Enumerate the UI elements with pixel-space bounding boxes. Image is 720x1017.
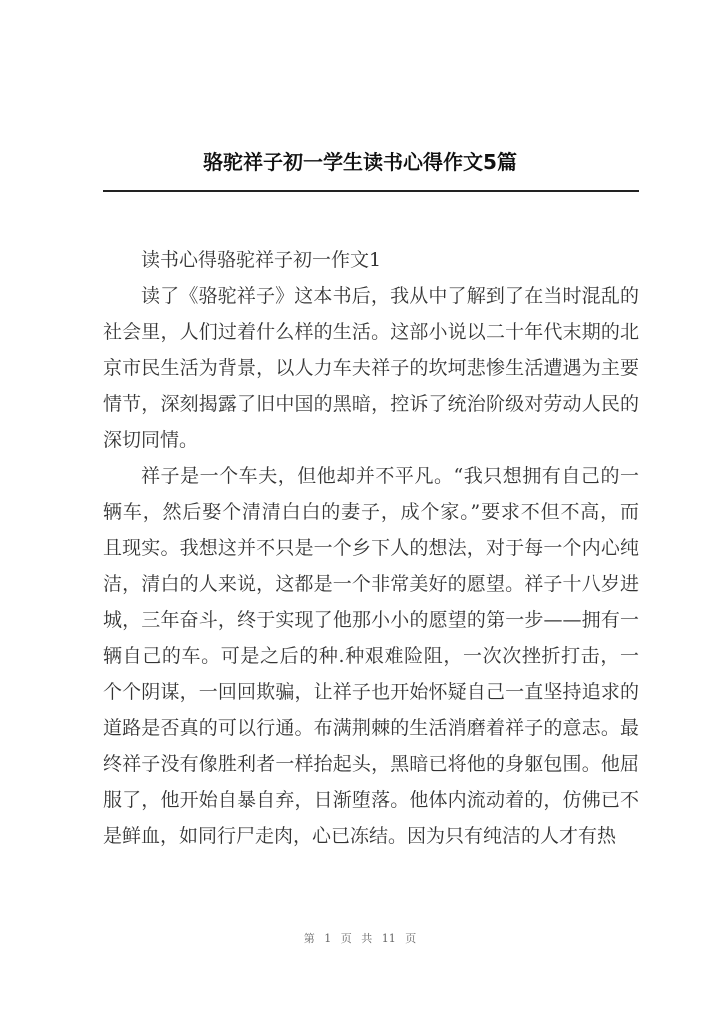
text-line: 是鲜血，如同行尸走肉，心已冻结。因为只有纯洁的人才有热 [103,825,617,847]
essay-heading: 读书心得骆驼祥子初一作文1 [141,249,382,271]
text-line: 祥子是一个车夫，但他却并不平凡。“我只想拥有自己的一 [141,465,639,487]
text-line: 终祥子没有像胜利者一样抬起头，黑暗已将他的身躯包围。他屈 [103,753,639,775]
document-body [103,246,639,858]
document-title: 骆驼祥子初一学生读书心得作文5篇 [203,150,517,174]
title-divider [103,190,639,192]
text-line: 深切同情。 [103,429,199,451]
paragraphs [103,282,639,858]
text-line: 城，三年奋斗，终于实现了他那小小的愿望的第一步——拥有一 [103,609,639,631]
text-line: 辆车，然后娶个清清白白的妻子，成个家。”要求不但不高，而 [103,501,639,523]
text-line: 社会里，人们过着什么样的生活。这部小说以二十年代末期的北 [103,321,639,343]
text-line: 情节，深刻揭露了旧中国的黑暗，控诉了统治阶级对劳动人民的 [103,393,639,415]
paragraph [103,462,639,858]
text-line: 道路是否真的可以行通。布满荆棘的生活消磨着祥子的意志。最 [103,717,639,739]
text-line: 服了，他开始自暴自弃，日渐堕落。他体内流动着的，仿佛已不 [103,789,639,811]
paragraph [103,282,639,462]
text-line: 且现实。我想这并不只是一个乡下人的想法，对于每一个内心纯 [103,537,639,559]
text-line: 读了《骆驼祥子》这本书后，我从中了解到了在当时混乱的 [141,285,639,307]
page-number: 第 1 页 共 11 页 [303,932,417,945]
text-line: 个个阴谋，一回回欺骗，让祥子也开始怀疑自己一直坚持追求的 [103,681,639,703]
text-line: 洁，清白的人来说，这都是一个非常美好的愿望。祥子十八岁进 [103,573,639,595]
text-line: 辆自己的车。可是之后的种.种艰难险阻，一次次挫折打击，一 [103,645,639,667]
text-line: 京市民生活为背景，以人力车夫祥子的坎坷悲惨生活遭遇为主要 [103,357,639,379]
